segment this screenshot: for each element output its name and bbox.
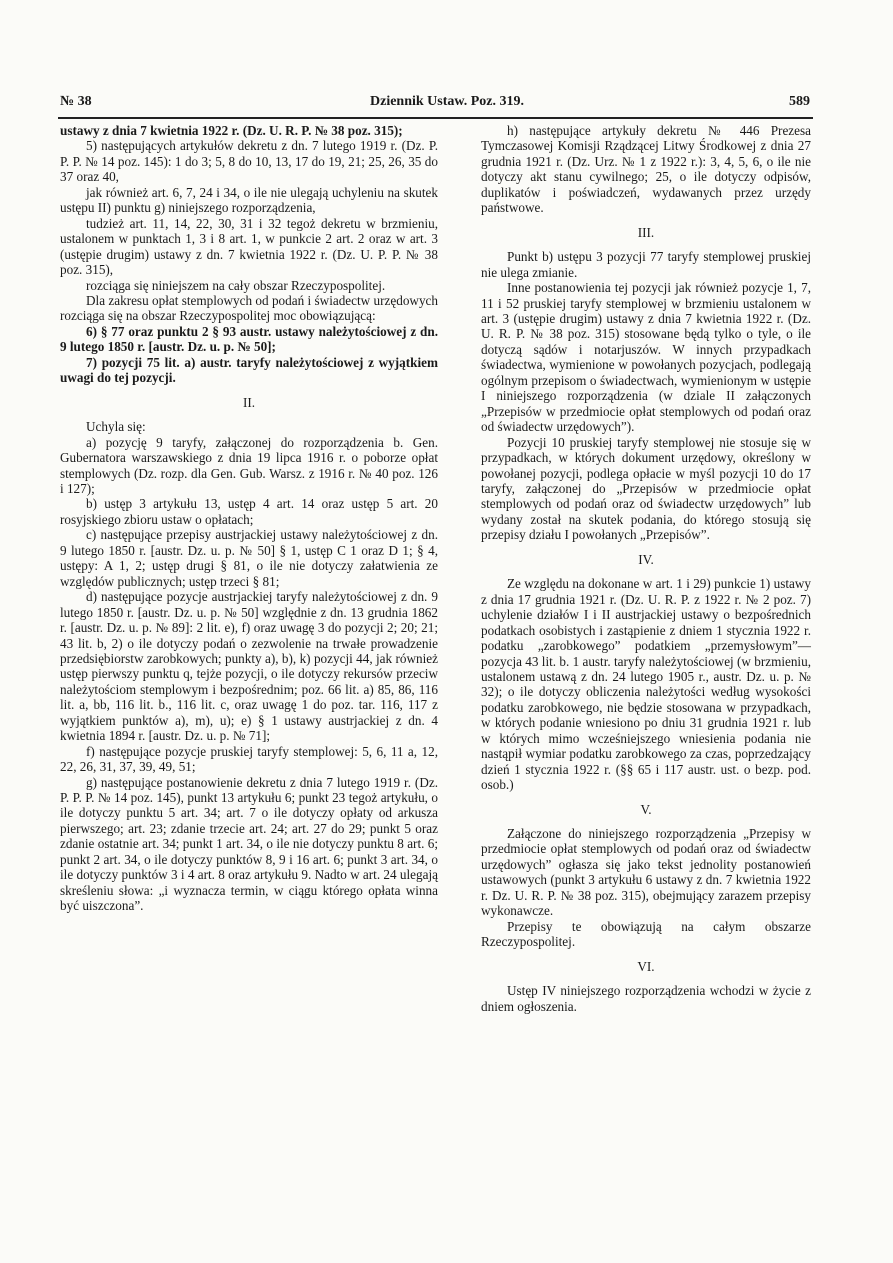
paragraph: g) następujące postanowienie dekretu z dnia 7 lutego 1919 r. (Dz. P. P. P. № 14 poz. 145), punkt 13 artykułu 6; punkt 23 tegoż artykułu, o ile dotyczy punktu 5 art. 34; art. 7 o ile dotyczy opłaty od arkusza pierwszego; art. 23; zdanie trzecie art. 24; art. 27 do 29; punkt 5 oraz zdanie ostatnie art. 34; punkt 1 art. 34, o ile nie dotyczy punktu 8 art. 6; punkt 2 art. 34, o ile dotyczy punktów 8, 9 i 16 art. 6; punkt 3 art. 34, o ile dotyczy punktów 3 i 4 art. 8 oraz artykułu 9. Nadto w art. 24 ulegają skreśleniu słowa: „i wyznacza termin, w ciągu którego opłata winna być uiszczona”. (60, 774, 438, 914)
paragraph: 6) § 77 oraz punktu 2 § 93 austr. ustawy należytościowej z dn. 9 lutego 1850 r. [austr. Dz. u. p. № 50]; (60, 323, 438, 355)
paragraph: 7) pozycji 75 lit. a) austr. taryfy należytościowej z wyjątkiem uwagi do tej pozycji. (60, 354, 438, 386)
right-column (481, 123, 811, 1014)
section-heading-ii: II. (242, 394, 256, 410)
paragraph: Uchyla się: (86, 419, 146, 435)
paragraph: Pozycji 10 pruskiej taryfy stemplowej nie stosuje się w przypadkach, w których dokument urzędowy, określony w powołanej pozycji, podlega opłacie w myśl pozycji 10 do 17 taryfy, załączonej do „Przepisów w przedmiocie opłat stemplowych od podań oraz od świadectw urzędowych” lub wydany został na skutek podania, do którego stosują się przepisy działu I powołanych „Przepisów”. (481, 434, 811, 543)
right-paragraphs-2 (481, 249, 811, 543)
paragraph: c) następujące przepisy austrjackiej ustawy należytościowej z dn. 9 lutego 1850 r. [austr. Dz. u. p. № 50] § 1, ustęp C 1 oraz D 1; § 4, ustępy: A 1, 2; ustęp drugi § 81, o ile nie dotyczy załatwienia ze względów publicznych; ustęp trzeci § 81; (60, 527, 438, 589)
header-rule (58, 117, 813, 119)
paragraph: Inne postanowienia tej pozycji jak również pozycje 1, 7, 11 i 52 pruskiej taryfy stemplowej w brzmieniu ustalonem w art. 3 (ustępie drugim) ustawy z dnia 7 kwietnia 1922 r. (Dz. U. R. P. № 38 poz. 315) stosowane będą tylko o tyle, o ile dotyczą sądów i notarjuszów. W innych przypadkach świadectwa, wymienione w powołanych pozycjach, podlegają ogólnym przepisom o świadectwach, wymienionym w ustępie I niniejszego rozporządzenia (w dziale II załączonych „Przepisów w przedmiocie opłat stemplowych od podań oraz od świadectw urzędowych”). (481, 280, 811, 435)
section-heading-iii: III. (637, 224, 655, 240)
left-column (60, 123, 438, 914)
paragraph: tudzież art. 11, 14, 22, 30, 31 i 32 tegoż dekretu w brzmieniu, ustalonem w punktach 1, 3 i 8 art. 1, w punkcie 2 art. 2 oraz w art. 3 (ustępie drugim) ustawy z dn. 7 kwietnia 1922 r. (Dz. U. P. P. № 38 poz. 315), (60, 215, 438, 278)
section-heading-vi: VI. (637, 958, 655, 974)
right-paragraphs-5 (481, 983, 811, 1014)
section-heading-v: V. (640, 801, 652, 817)
paragraph: Dla zakresu opłat stemplowych od podań i świadectw urzędowych rozciąga się na obszar Rzeczypospolitej moc obowiązującą: (60, 292, 438, 324)
paragraph: Ustęp IV niniejszego rozporządzenia wchodzi w życie z dniem ogłoszenia. (481, 983, 811, 1014)
paragraph: Ze względu na dokonane w art. 1 i 29) punkcie 1) ustawy z dnia 17 grudnia 1921 r. (Dz. U. R. P. z 1922 r. № 2 poz. 7) uchylenie działów I i II austrjackiej ustawy o bezpośrednich podatkach osobistych i zastąpienie z dniem 1 stycznia 1922 r. podatku „zarobkowego” podatkiem „przemysłowym”— pozycja 43 lit. b. 1 austr. taryfy należytościowej (w brzmieniu, ustalonem ustawą z dn. 24 lutego 1905 r., austr. Dz. u. p. № 32); o ile dotyczy obliczenia należytości według wysokości podatku zarobkowego, nie będzie stosowana w przypadkach, w których podanie wniesiono po dniu 31 grudnia 1921 r. lub w których mimo wcześniejszego wniesienia podania nie nastąpił wymiar podatku zarobkowego za czas, poprzedzający dzień 1 stycznia 1922 r. (§§ 65 i 117 austr. ust. o bezp. pod. osob.) (481, 576, 811, 793)
right-paragraphs-4 (481, 826, 811, 950)
left-paragraphs-1 (60, 123, 438, 386)
paragraph: Załączone do niniejszego rozporządzenia „Przepisy w przedmiocie opłat stemplowych od podań oraz od świadectw urzędowych” ogłasza się jako tekst jednolity postanowień ustawowych (punkt 3 artykułu 6 ustawy z dn. 7 kwietnia 1922 r. Dz. U. R. P. № 38 poz. 315), obejmujący zarazem przepisy wykonawcze. (481, 826, 811, 919)
issue-number: № 38 (60, 94, 92, 109)
paragraph: h) następujące artykuły dekretu № 446 Prezesa Tymczasowej Komisji Rządzącej Litwy Środkowej z dnia 27 grudnia 1921 r. (Dz. Urz. № 1 z 1922 r.): 3, 4, 5, 6, o ile nie dotyczy akt stanu cywilnego; 25, o ile dotyczy odpisów, duplikatów i poświadczeń, wydawanych przez urzędy państwowe. (481, 123, 811, 216)
left-paragraphs-2 (60, 419, 438, 914)
paragraph: 5) następujących artykułów dekretu z dn. 7 lutego 1919 r. (Dz. P. P. P. № 14 poz. 145): 1 do 3; 5, 8 do 10, 13, 17 do 19, 21; 25, 26, 35 do 37 oraz 40, (60, 138, 438, 185)
paragraph: ustawy z dnia 7 kwietnia 1922 r. (Dz. U. R. P. № 38 poz. 315); (60, 123, 403, 138)
page-number: 589 (789, 94, 810, 109)
paragraph: d) następujące pozycje austrjackiej taryfy należytościowej z dn. 9 lutego 1850 r. [austr. Dz. u. p. № 50] względnie z dn. 13 grudnia 1862 r. [austr. Dz. u. p. № 89]: 2 lit. e), f) oraz uwagę 3 do pozycji 2; 20; 21; 43 lit. b, 2) o ile dotyczy podań o zezwolenie na trwałe prowadzenie przedsiębiorstw zarobkowych; punkty a), b), k) pozycji 44, jak również ustęp pierwszy punktu q, tejże pozycji, o ile dotyczy rekursów przeciw należytościom stemplowym i bezpośrednim; poz. 66 lit. a) 85, 86, 116 lit. a, bb, 116 lit. b., 116 lit. c, oraz uwagę 1 do poz. tar. 116, 117 z wyjątkiem punktów a), m), u); e) § 1 ustawy austrjackiej z dn. 4 kwietnia 1894 r. [austr. Dz. u. p. № 71]; (60, 589, 438, 744)
paragraph: b) ustęp 3 artykułu 13, ustęp 4 art. 14 oraz ustęp 5 art. 20 rosyjskiego zbioru ustaw o opłatach; (60, 496, 438, 527)
journal-title: Dziennik Ustaw. Poz. 319. (370, 94, 524, 109)
page-header (60, 94, 810, 114)
paragraph: Punkt b) ustępu 3 pozycji 77 taryfy stemplowej pruskiej nie ulega zmianie. (481, 249, 811, 280)
paragraph: Przepisy te obowiązują na całym obszarze Rzeczypospolitej. (481, 918, 811, 950)
section-heading-iv: IV. (638, 551, 654, 567)
paragraph: rozciąga się niniejszem na cały obszar Rzeczypospolitej. (86, 277, 386, 293)
paragraph: f) następujące pozycje pruskiej taryfy stemplowej: 5, 6, 11 a, 12, 22, 26, 31, 37, 39, 49, 51; (60, 743, 438, 775)
paragraph: a) pozycję 9 taryfy, załączonej do rozporządzenia b. Gen. Gubernatora warszawskiego z dnia 19 lipca 1916 r. o poborze opłat stemplowych (Dz. rozp. dla Gen. Gub. Warsz. z 1916 r. № 40 poz. 126 i 127); (60, 434, 438, 496)
right-paragraphs-3 (481, 576, 811, 792)
right-paragraphs-1 (481, 123, 811, 216)
paragraph: jak również art. 6, 7, 24 i 34, o ile nie ulegają uchyleniu na skutek ustępu II) punktu g) niniejszego rozporządzenia, (60, 184, 438, 216)
